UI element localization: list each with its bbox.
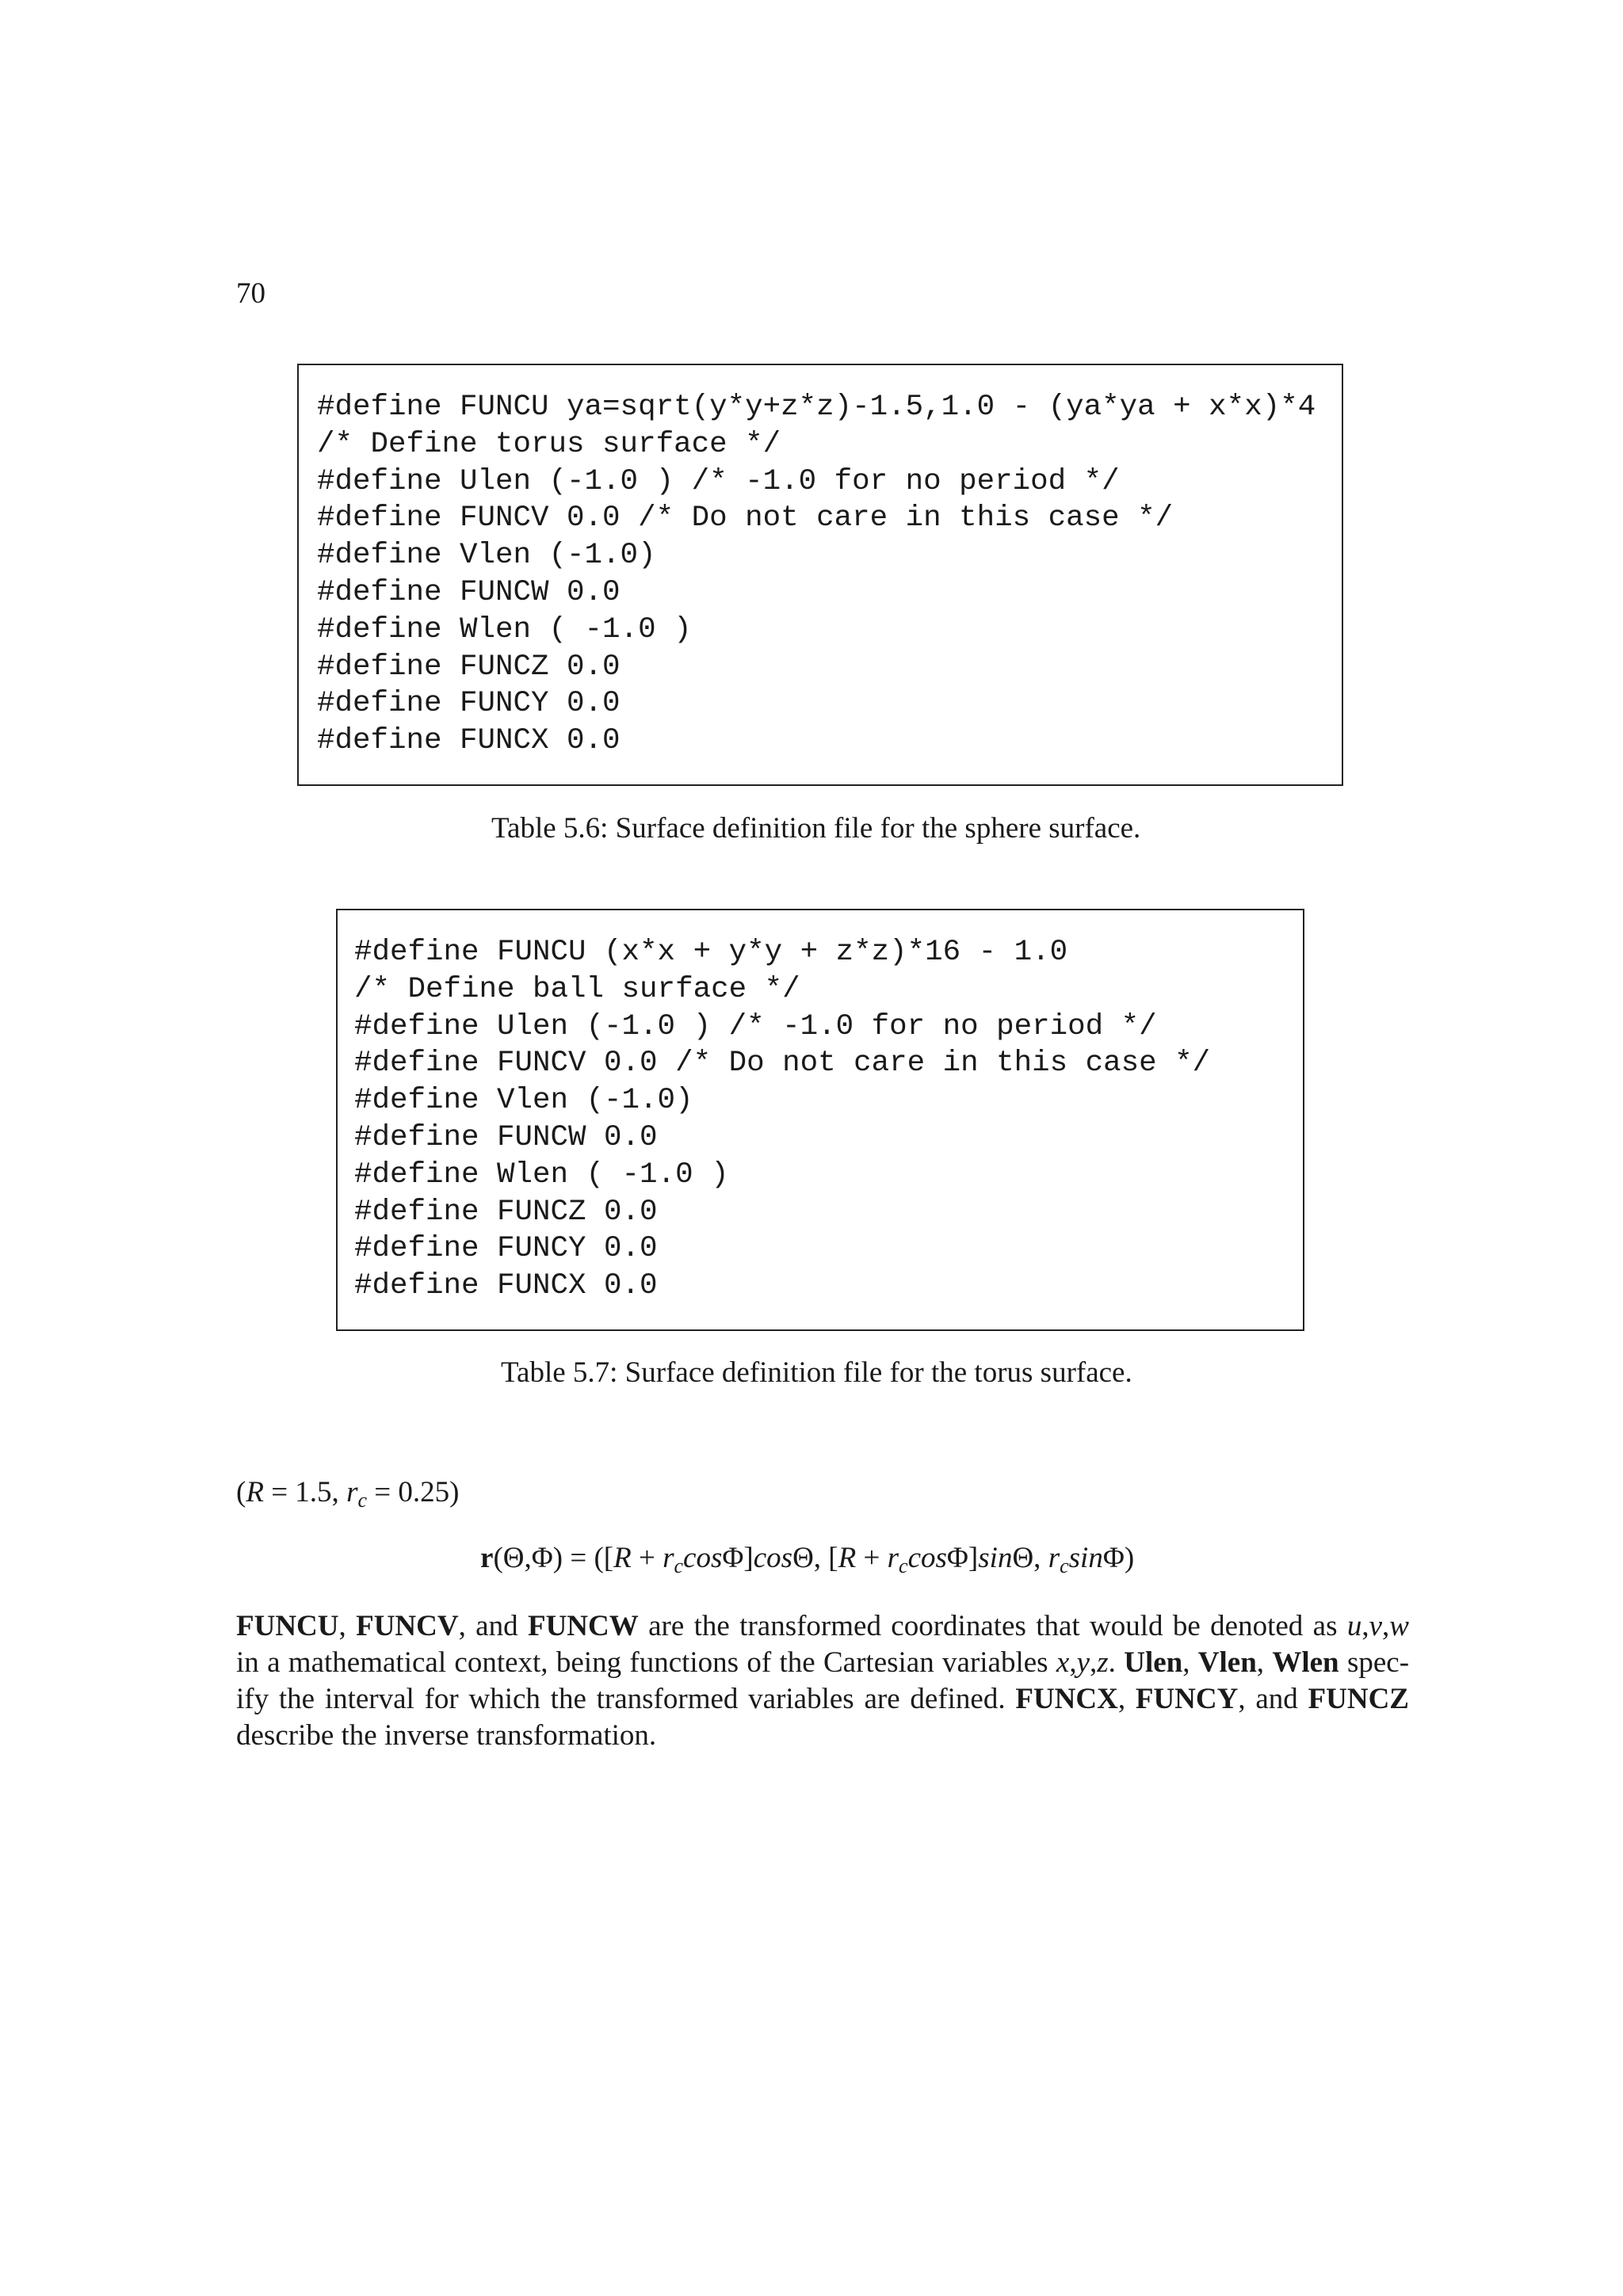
- math-var: w: [1389, 1610, 1409, 1642]
- page-number: 70: [236, 277, 265, 310]
- table-caption-5-7: Table 5.7: Surface definition file for the torus surface.: [501, 1356, 1132, 1389]
- text: are the transformed coordinates that would be denoted as: [638, 1610, 1347, 1642]
- code-line: /* Define torus surface */: [317, 427, 781, 461]
- keyword: Vlen: [1197, 1646, 1257, 1679]
- code-line: #define FUNCZ 0.0: [354, 1195, 658, 1229]
- text: ,: [338, 1610, 357, 1642]
- math-var: R: [246, 1476, 264, 1508]
- code-line: #define Ulen (-1.0 ) /* -1.0 for no period */: [317, 464, 1120, 498]
- text: +: [856, 1542, 888, 1574]
- text: ,: [1382, 1610, 1390, 1642]
- math-func: cos: [683, 1542, 723, 1574]
- keyword: FUNCY: [1135, 1683, 1239, 1715]
- code-line: #define FUNCZ 0.0: [317, 650, 621, 684]
- text: , and: [1238, 1683, 1308, 1715]
- code-line: /* Define ball surface */: [354, 972, 800, 1006]
- text: , and: [458, 1610, 528, 1642]
- math-var: r: [346, 1476, 358, 1508]
- text: ,: [1090, 1646, 1098, 1679]
- paragraph-line: [236, 1681, 1409, 1718]
- code-line: #define FUNCU (x*x + y*y + z*z)*16 - 1.0: [354, 936, 1068, 969]
- text: ify the interval for which the transformed variables are defined.: [236, 1683, 1016, 1715]
- code-line: #define FUNCW 0.0: [354, 1120, 658, 1154]
- math-var: r: [1048, 1542, 1060, 1574]
- code-line: #define FUNCY 0.0: [354, 1232, 658, 1266]
- code-line: #define FUNCY 0.0: [317, 687, 621, 721]
- code-line: #define FUNCX 0.0: [354, 1269, 658, 1303]
- code-line: #define Vlen (-1.0): [317, 539, 656, 573]
- torus-parameters: [236, 1475, 460, 1512]
- math-var: u: [1346, 1610, 1362, 1642]
- code-line: #define FUNCX 0.0: [317, 724, 621, 758]
- text: Θ, [: [792, 1542, 838, 1574]
- text: = 1.5,: [263, 1476, 347, 1508]
- text: Θ,: [1012, 1542, 1048, 1574]
- keyword: FUNCZ: [1308, 1683, 1409, 1715]
- math-func: sin: [978, 1542, 1013, 1574]
- text: describe the inverse transformation.: [236, 1719, 657, 1752]
- text: Φ]: [946, 1542, 979, 1574]
- code-listing-torus: [336, 909, 1304, 1331]
- text: ,: [1256, 1646, 1273, 1679]
- table-caption-5-6: Table 5.6: Surface definition file for the sphere surface.: [491, 812, 1141, 845]
- code-line: #define FUNCW 0.0: [317, 575, 621, 609]
- math-subscript: c: [357, 1489, 368, 1512]
- math-vector: r: [480, 1542, 494, 1574]
- math-var: R: [613, 1542, 632, 1574]
- math-var: r: [887, 1542, 899, 1574]
- paragraph-line: [236, 1718, 1409, 1754]
- math-var: x: [1056, 1646, 1070, 1679]
- math-subscript: c: [674, 1554, 684, 1577]
- math-func: cos: [753, 1542, 793, 1574]
- keyword: FUNCX: [1015, 1683, 1118, 1715]
- math-var: v: [1369, 1610, 1383, 1642]
- paragraph-line: [236, 1645, 1409, 1681]
- text: spec-: [1338, 1646, 1410, 1679]
- math-subscript: c: [1060, 1554, 1069, 1577]
- text: Φ): [1102, 1542, 1135, 1574]
- math-var: z: [1097, 1646, 1109, 1679]
- body-paragraph: [236, 1608, 1409, 1754]
- text: .: [1108, 1646, 1125, 1679]
- code-line: #define FUNCU ya=sqrt(y*y+z*z)-1.5,1.0 - (ya*ya + x*x)*4: [317, 391, 1316, 424]
- math-var: y: [1076, 1646, 1090, 1679]
- keyword: FUNCW: [527, 1610, 639, 1642]
- math-var: r: [663, 1542, 674, 1574]
- torus-equation: [480, 1541, 1134, 1575]
- keyword: FUNCU: [236, 1610, 339, 1642]
- code-listing-sphere: [297, 364, 1343, 786]
- text: = 0.25): [367, 1476, 460, 1508]
- keyword: Ulen: [1124, 1646, 1183, 1679]
- math-subscript: c: [899, 1554, 908, 1577]
- math-func: cos: [907, 1542, 947, 1574]
- code-line: #define FUNCV 0.0 /* Do not care in this case */: [317, 502, 1174, 536]
- text: ,: [1361, 1610, 1369, 1642]
- text: in a mathematical context, being functions of the Cartesian variables: [236, 1646, 1056, 1679]
- code-line: #define Wlen ( -1.0 ): [317, 612, 692, 646]
- text: ,: [1117, 1683, 1136, 1715]
- code-line: #define Ulen (-1.0 ) /* -1.0 for no period */: [354, 1009, 1157, 1043]
- text: ,: [1182, 1646, 1198, 1679]
- keyword: FUNCV: [356, 1610, 459, 1642]
- code-line: #define Vlen (-1.0): [354, 1084, 693, 1118]
- paragraph-line: [236, 1608, 1409, 1645]
- text: Φ]: [722, 1542, 754, 1574]
- keyword: Wlen: [1272, 1646, 1339, 1679]
- text: +: [631, 1542, 663, 1574]
- math-func: sin: [1068, 1542, 1103, 1574]
- text: (Θ,Φ) = ([: [493, 1542, 614, 1574]
- text: (: [236, 1476, 246, 1508]
- math-var: R: [838, 1542, 857, 1574]
- code-line: #define FUNCV 0.0 /* Do not care in this case */: [354, 1047, 1211, 1081]
- text: ,: [1069, 1646, 1077, 1679]
- code-line: #define Wlen ( -1.0 ): [354, 1158, 729, 1192]
